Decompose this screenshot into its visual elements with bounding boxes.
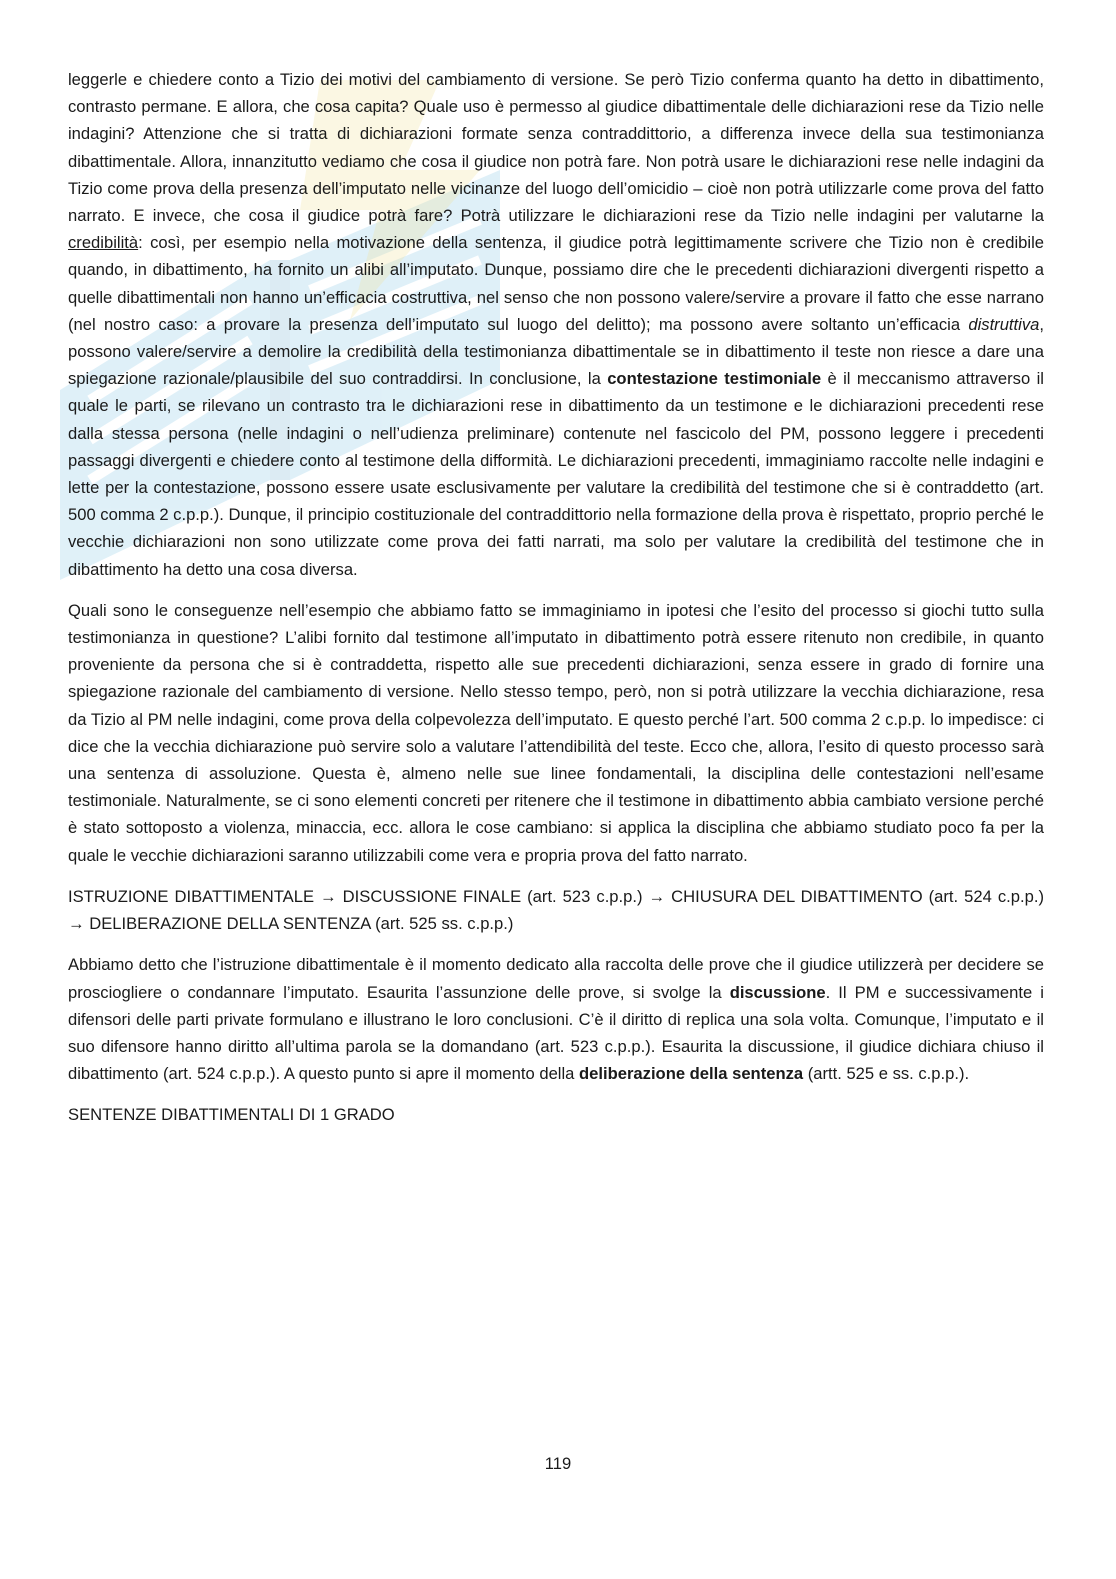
document-body bbox=[68, 66, 1044, 1143]
bold-term-contestazione-testimoniale: contestazione testimoniale bbox=[607, 369, 822, 389]
italic-term-distruttiva: distruttiva bbox=[968, 314, 1040, 334]
bold-term-discussione: discussione bbox=[729, 982, 826, 1002]
paragraph-discussione: Abbiamo detto che l’istruzione dibattimentale è il momento dedicato alla raccolta delle prove che il giudice utilizzerà per decidere se prosciogliere o condannare l’imputato. Esaurita l’assunzione delle prove, si svolge la discussione. Il PM e successivamente i difensori delle parti private formulano e illustrano le loro conclusioni. C’è il diritto di replica una sola volta. Comunque, l’imputato e il suo difensore hanno diritto all’ultima parola se la domandano (art. 523 c.p.p.). Esaurita la discussione, il giudice dichiara chiuso il dibattimento (art. 524 c.p.p.). A questo punto si apre il momento della deliberazione della sentenza (artt. 525 e ss. c.p.p.). bbox=[68, 955, 1044, 1084]
paragraph-conseguenze: Quali sono le conseguenze nell’esempio che abbiamo fatto se immaginiamo in ipotesi che l’esito del processo si giochi tutto sulla testimonianza in questione? L’alibi fornito dal testimone all’imputato in dibattimento potrà essere ritenuto non credibile, in quanto proveniente da persona che si è contraddetta, rispetto alle sue precedenti dichiarazioni, senza essere in grado di fornire una spiegazione razionale del cambiamento di versione. Nello stesso tempo, però, non si potrà utilizzare la vecchia dichiarazione, resa da Tizio al PM nelle indagini, come prova della colpevolezza dell’imputato. E questo perché l’art. 500 comma 2 c.p.p. lo impedisce: ci dice che la vecchia dichiarazione può servire solo a valutare l’attendibilità del teste. Ecco che, allora, l’esito di questo processo sarà una sentenza di assoluzione. Questa è, almeno nelle sue linee fondamentali, la disciplina delle contestazioni nell’esame testimoniale. Naturalmente, se ci sono elementi concreti per ritenere che il testimone in dibattimento abbia cambiato versione perché è stato sottoposto a violenza, minaccia, ecc. allora le cose cambiano: si applica la disciplina che abbiamo studiato poco fa per la quale le vecchie dichiarazioni saranno utilizzabili come vera e propria prova del fatto narrato. bbox=[68, 600, 1044, 865]
page-number: 119 bbox=[544, 1454, 572, 1473]
section-heading-sentenze: SENTENZE DIBATTIMENTALI DI 1 GRADO bbox=[68, 1105, 395, 1125]
underlined-term-credibilita: credibilità bbox=[68, 233, 139, 253]
section-flow-heading: ISTRUZIONE DIBATTIMENTALE → DISCUSSIONE FINALE (art. 523 c.p.p.) → CHIUSURA DEL DIBATTIMENTO (art. 524 c.p.p.) → DELIBERAZIONE DELLA SENTENZA (art. 525 ss. c.p.p.) bbox=[68, 886, 1044, 934]
bold-term-deliberazione: deliberazione della sentenza bbox=[579, 1064, 804, 1084]
paragraph-contestazione: leggerle e chiedere conto a Tizio dei motivi del cambiamento di versione. Se però Tizio conferma quanto ha detto in dibattimento, contrasto permane. E allora, che cosa capita? Quale uso è permesso al giudice dibattimentale delle dichiarazioni rese da Tizio nelle indagini? Attenzione che si tratta di dichiarazioni formate senza contraddittorio, a differenza invece della sua testimonianza dibattimentale. Allora, innanzitutto vediamo che cosa il giudice non potrà fare. Non potrà usare le dichiarazioni rese nelle indagini da Tizio come prova della presenza dell’imputato nelle vicinanze del luogo dell’omicidio – cioè non potrà utilizzarle come prova del fatto narrato. E invece, che cosa il giudice potrà fare? Potrà utilizzare le dichiarazioni rese da Tizio nelle indagini per valutarne la credibilità: così, per esempio nella motivazione della sentenza, il giudice potrà legittimamente scrivere che Tizio non è credibile quando, in dibattimento, ha fornito un alibi all’imputato. Dunque, possiamo dire che le precedenti dichiarazioni divergenti rispetto a quelle dibattimentali non hanno un’efficacia costruttiva, nel senso che non possono valere/servire a provare il fatto che esse narrano (nel nostro caso: a provare la presenza dell’imputato sul luogo del delitto); ma possono avere soltanto un’efficacia distruttiva, possono valere/servire a demolire la credibilità della testimonianza dibattimentale se in dibattimento il teste non riesce a dare una spiegazione razionale/plausibile del suo contraddirsi. In conclusione, la contestazione testimoniale è il meccanismo attraverso il quale le parti, se rilevano un contrasto tra le dichiarazioni rese in dibattimento da un testimone e le dichiarazioni precedenti rese dalla stessa persona (nelle indagini o nell’udienza preliminare) contenute nel fascicolo del PM, possono leggere i precedenti passaggi divergenti e chiedere conto al testimone della difformità. Le dichiarazioni precedenti, immaginiamo raccolte nelle indagini e lette per la contestazione, possono essere usate esclusivamente per valutare la credibilità del testimone che si è contraddetto (art. 500 comma 2 c.p.p.). Dunque, il principio costituzionale del contraddittorio nella formazione della prova è rispettato, proprio perché le vecchie dichiarazioni non sono utilizzate come prova dei fatti narrati, ma solo per valutare la credibilità del testimone che in dibattimento ha detto una cosa diversa. bbox=[68, 70, 1044, 579]
